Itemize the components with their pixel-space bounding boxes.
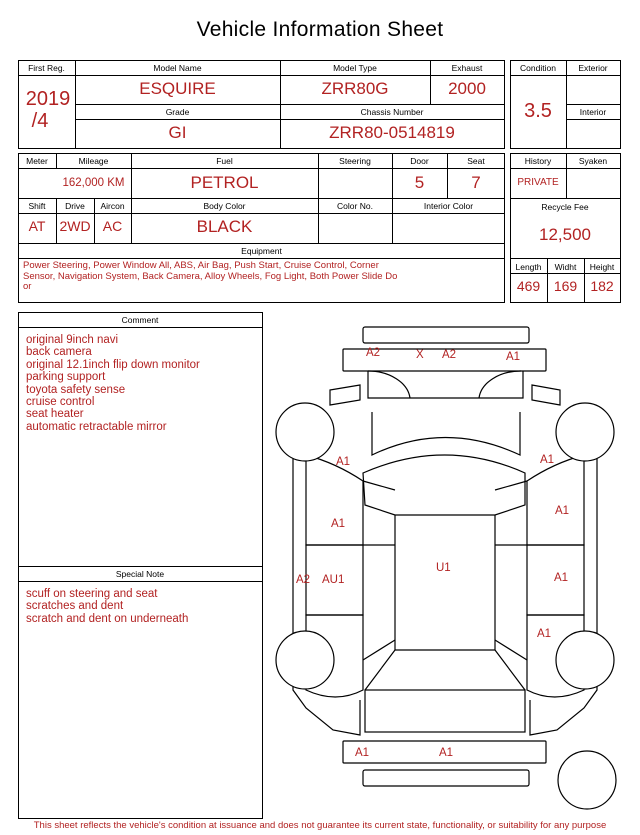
model-name-label: Model Name (153, 63, 202, 73)
model-name-value: ESQUIRE (139, 79, 216, 98)
interior-color-label: Interior Color (423, 201, 474, 211)
history-value: PRIVATE (517, 177, 559, 188)
disclaimer-footer: This sheet reflects the vehicle's condition at issuance and does not guarantee its current state, functionality, or suitability for any purpose (33, 820, 607, 831)
drive-label: Drive (65, 201, 85, 211)
recycle-fee-value: 12,500 (539, 225, 591, 244)
exhaust-value: 2000 (448, 79, 486, 98)
damage-mark-front-left: A2 (366, 347, 381, 359)
damage-mark-right-front-door: A1 (555, 505, 570, 517)
body-color-value: BLACK (196, 217, 253, 236)
list-item: cruise control (26, 396, 95, 409)
damage-mark-roof: U1 (436, 562, 451, 574)
height-label: Height (589, 262, 615, 272)
interior-label: Interior (579, 107, 607, 117)
list-item: scratches and dent (26, 600, 124, 613)
fuel-value: PETROL (190, 173, 259, 192)
grade-label: Grade (165, 107, 190, 117)
length-value: 469 (516, 278, 541, 294)
comment-list (26, 334, 258, 433)
damage-mark-rear-right: A1 (439, 747, 454, 759)
damage-mark-rear-left: A1 (355, 747, 370, 759)
damage-mark-front-mid: A2 (442, 349, 457, 361)
list-item: back camera (26, 346, 92, 359)
comment-label: Comment (121, 315, 159, 325)
history-label: History (524, 156, 552, 166)
list-item: parking support (26, 371, 106, 384)
damage-mark-front-x: X (416, 349, 424, 361)
aircon-value: AC (102, 218, 123, 234)
shift-label: Shift (28, 201, 46, 211)
seat-value: 7 (471, 173, 481, 192)
equipment-label: Equipment (241, 246, 282, 256)
syaken-label: Syaken (578, 156, 608, 166)
first-reg-label: First Reg. (28, 63, 65, 73)
first-reg-year: 2019 (25, 88, 71, 110)
door-label: Door (410, 156, 429, 166)
damage-mark-right-front-fender: A1 (540, 454, 555, 466)
meter-label: Meter (26, 156, 48, 166)
list-item: seat heater (26, 408, 84, 421)
chassis-number-label: Chassis Number (360, 107, 424, 117)
special-note-list (26, 588, 258, 625)
recycle-fee-label: Recycle Fee (541, 202, 589, 212)
fuel-label: Fuel (216, 156, 233, 166)
mileage-value: 162,000 KM (62, 177, 125, 189)
damage-mark-right-rear-door: A1 (554, 572, 569, 584)
page-title: Vehicle Information Sheet (196, 18, 444, 41)
body-color-label: Body Color (203, 201, 246, 211)
grade-value: GI (168, 123, 187, 142)
door-value: 5 (414, 173, 425, 192)
aircon-label: Aircon (100, 201, 125, 211)
shift-value: AT (28, 218, 46, 234)
height-value: 182 (590, 278, 614, 294)
damage-mark-right-rear-fender: A1 (537, 628, 552, 640)
drive-value: 2WD (59, 218, 91, 234)
seat-label: Seat (467, 156, 485, 166)
model-type-value: ZRR80G (321, 79, 389, 98)
damage-mark-left-front-door: A1 (331, 518, 346, 530)
model-type-label: Model Type (333, 63, 377, 73)
list-item: scuff on steering and seat (26, 588, 158, 600)
damage-mark-left-rear-a2: A2 (296, 574, 311, 586)
exterior-label: Exterior (578, 63, 608, 73)
damage-mark-front-right: A1 (506, 351, 521, 363)
exhaust-label: Exhaust (451, 63, 483, 73)
special-note-label: Special Note (115, 569, 165, 579)
length-label: Length (515, 262, 542, 272)
list-item: automatic retractable mirror (26, 420, 167, 433)
list-item: original 12.1inch flip down monitor (26, 358, 200, 371)
condition-label: Condition (520, 63, 556, 73)
steering-label: Steering (339, 156, 371, 166)
width-value: 169 (553, 278, 578, 294)
width-label: Widht (554, 262, 577, 272)
first-reg-month: /4 (31, 110, 49, 132)
list-item: toyota safety sense (26, 383, 126, 396)
damage-mark-left-front-fender: A1 (336, 456, 351, 468)
condition-grade: 3.5 (524, 100, 552, 122)
mileage-label: Mileage (78, 156, 109, 166)
list-item: scratch and dent on underneath (26, 612, 189, 625)
color-no-label: Color No. (337, 201, 373, 211)
chassis-number-value: ZRR80-0514819 (329, 123, 455, 142)
equipment-text: Power Steering, Power Window All, ABS, Air Bag, Push Start, Cruise Control, Corner Sensor, Navigation System, Back Camera, Alloy Wheels, Fog Light, Both Power Slide Do or (23, 260, 398, 292)
damage-mark-left-rear-au1: AU1 (322, 574, 345, 586)
list-item: original 9inch navi (26, 334, 119, 346)
